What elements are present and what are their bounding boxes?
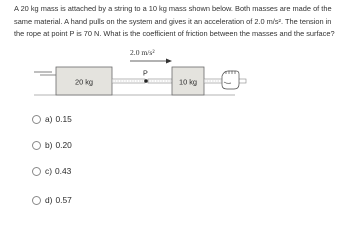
option-a[interactable] [32, 114, 72, 124]
option-c[interactable] [32, 166, 71, 176]
rope-left [112, 79, 145, 83]
rope-middle [148, 79, 172, 83]
option-b[interactable] [32, 140, 72, 150]
mass-block-20kg [56, 67, 112, 95]
question-text: A 20 kg mass is attached by a string to a 10 kg mass shown below. Both masses are made of the same material. A hand pulls on the system and gives it an acceleration of 2.0 m/s². The tension in the rope at point P is 70 N. What is the coefficient of friction between the masses and the surface? [14, 4, 335, 39]
physics-figure [0, 42, 350, 112]
mass-right-label: 10 kg [178, 77, 198, 87]
acceleration-label: 2.0 m/s² [130, 48, 155, 57]
option-b-label: b) 0.20 [45, 140, 72, 150]
radio-button-b[interactable] [32, 141, 41, 150]
hand-icon [222, 71, 239, 90]
mass-block-10kg [172, 67, 204, 95]
figure-svg [0, 42, 350, 112]
radio-button-d[interactable] [32, 196, 41, 205]
mass-left-label: 20 kg [74, 77, 94, 87]
point-p-label: P [143, 68, 148, 78]
option-d-label: d) 0.57 [45, 195, 72, 205]
option-c-label: c) 0.43 [45, 166, 72, 176]
point-p-marker [144, 79, 148, 83]
acceleration-arrow-icon [130, 59, 172, 64]
option-a-label: a) 0.15 [45, 114, 72, 124]
radio-button-c[interactable] [32, 167, 41, 176]
option-d[interactable] [32, 195, 72, 205]
surface-marker-left [34, 72, 56, 75]
radio-button-a[interactable] [32, 115, 41, 124]
